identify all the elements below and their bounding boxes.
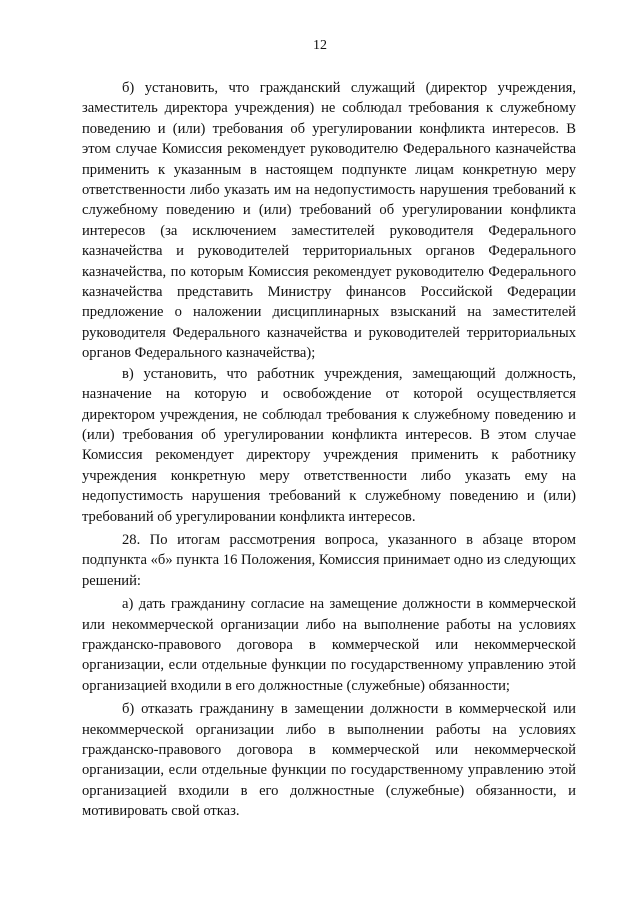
paragraph-a-consent: а) дать гражданину согласие на замещение должности в коммерческой или некоммерческой организации либо на выполнение работы на условиях гражданско-правового договора в коммерческой или некоммерческой организации, если отдельные функции по государственному управлению этой организацией входили в его должностные (служебные) обязанности; [82, 596, 576, 694]
paragraph-b-civil-servant: б) установить, что гражданский служащий (директор учреждения, заместитель директора учреждения) не соблюдал требования к служебному поведению и (или) требования об урегулировании конфликта интересов. В этом случае Комиссия рекомендует руководителю Федерального казначейства применить к указанным в настоящем подпункте лицам конкретную меру ответственности либо указать им на недопустимость нарушения требований к служебному поведению и (или) требований об урегулировании конфликта интересов (за исключением заместителей руководителя Федерального казначейства и руководителей территориальных органов Федерального казначейства, по которым Комиссия рекомендует руководителю Федерального казначейства представить Министру финансов Российской Федерации предложение о наложении дисциплинарных взысканий на заместителей руководителя Федерального казначейства и руководителей территориальных органов Федерального казначейства); [82, 80, 576, 362]
page-number: 12 [313, 38, 327, 53]
paragraph-b-refusal: б) отказать гражданину в замещении должности в коммерческой или некоммерческой организации либо в выполнении работы на условиях гражданско-правового договора в коммерческой или некоммерческой организации, если отдельные функции по государственному управлению этой организацией входили в его должностные (служебные) обязанности, и мотивировать свой отказ. [82, 701, 576, 820]
paragraph-v-institution-employee: в) установить, что работник учреждения, замещающий должность, назначение на которую и освобождение от которой осуществляется директором учреждения, не соблюдал требования к служебному поведению и (или) требования об урегулировании конфликта интересов. В этом случае Комиссия рекомендует директору учреждения применить к работнику учреждения конкретную меру ответственности либо указать ему на недопустимость нарушения требований к служебному поведению и (или) требований об урегулировании конфликта интересов. [82, 365, 576, 525]
document-body [82, 78, 576, 822]
paragraph-28-decisions: 28. По итогам рассмотрения вопроса, указанного в абзаце втором подпункта «б» пункта 16 Положения, Комиссия принимает одно из следующих решений: [82, 531, 577, 589]
